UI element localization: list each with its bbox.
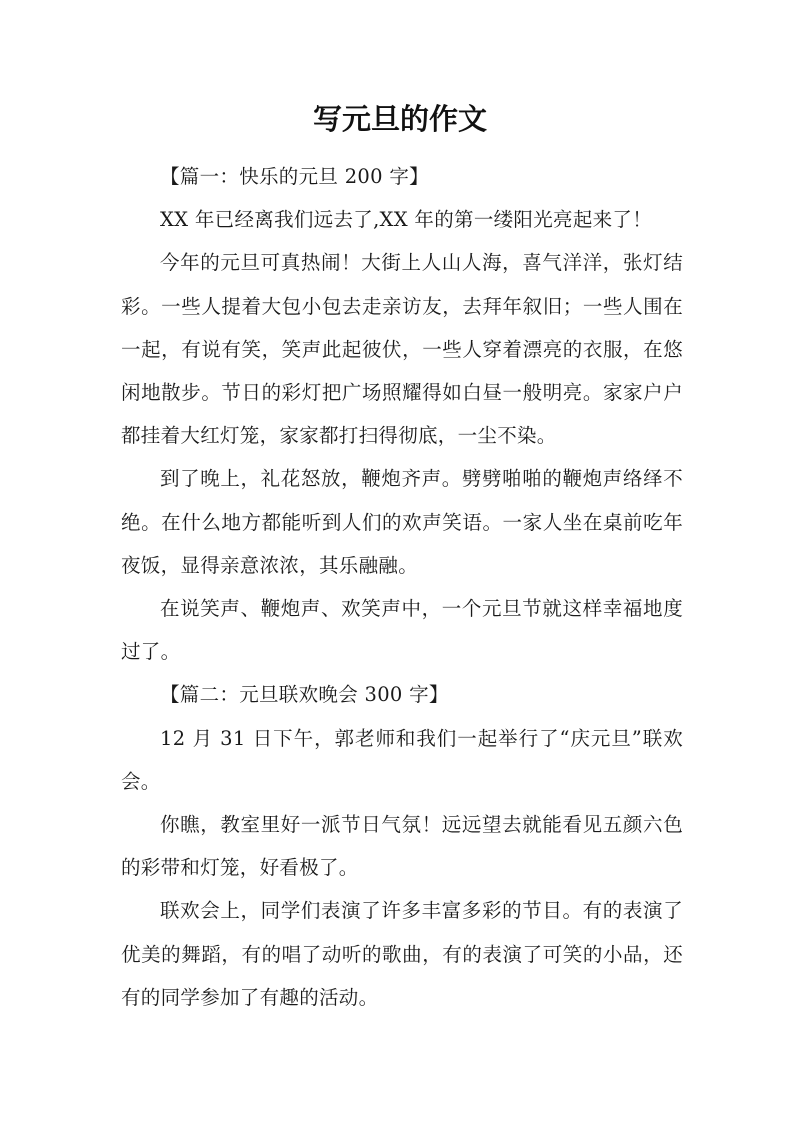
paragraph: 今年的元旦可真热闹！大街上人山人海，喜气洋洋，张灯结彩。一些人提着大包小包去走亲访友，去拜年叙旧；一些人围在一起，有说有笑，笑声此起彼伏，一些人穿着漂亮的衣服，在悠闲地散步。节日的彩灯把广场照耀得如白昼一般明亮。家家户户都挂着大红灯笼，家家都打扫得彻底，一尘不染。 (121, 251, 683, 448)
paragraph: XX 年已经离我们远去了,XX 年的第一缕阳光亮起来了！ (160, 208, 653, 232)
section-heading-2: 【篇二：元旦联欢晚会 300 字】 (160, 683, 449, 707)
paragraph: 在说笑声、鞭炮声、欢笑声中，一个元旦节就这样幸福地度过了。 (121, 597, 683, 664)
paragraph: 12 月 31 日下午，郭老师和我们一起举行了“庆元旦”联欢会。 (121, 726, 683, 793)
paragraph: 你瞧，教室里好一派节日气氛！远远望去就能看见五颜六色的彩带和灯笼，好看极了。 (121, 813, 683, 880)
paragraph: 联欢会上，同学们表演了许多丰富多彩的节目。有的表演了优美的舞蹈，有的唱了动听的歌曲，有的表演了可笑的小品，还有的同学参加了有趣的活动。 (121, 899, 683, 1009)
document-title: 写元旦的作文 (312, 102, 487, 136)
document-body (121, 155, 683, 1019)
paragraph: 到了晚上，礼花怒放，鞭炮齐声。劈劈啪啪的鞭炮声络绎不绝。在什么地方都能听到人们的欢声笑语。一家人坐在桌前吃年夜饭，显得亲意浓浓，其乐融融。 (121, 467, 683, 577)
section-heading-1: 【篇一：快乐的元旦 200 字】 (160, 165, 429, 188)
